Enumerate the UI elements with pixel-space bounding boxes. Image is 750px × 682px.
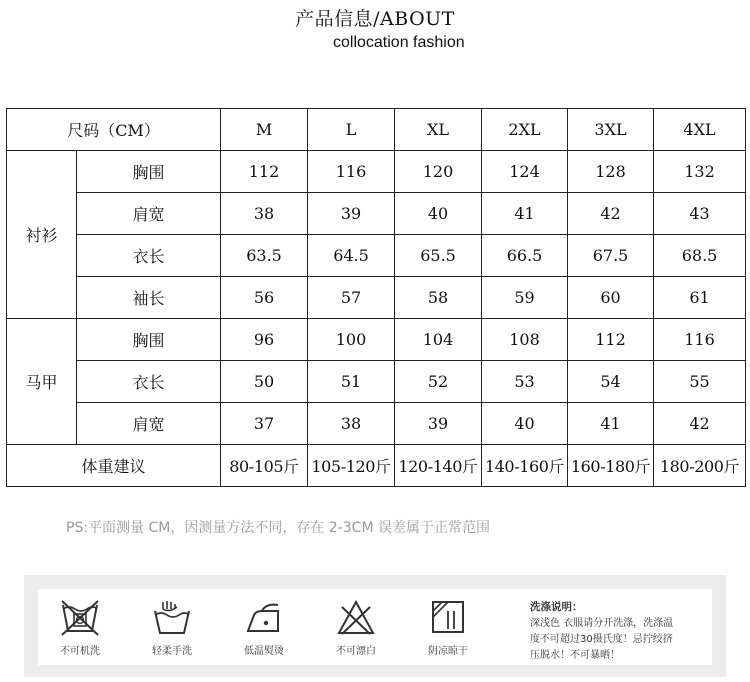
size-header-row xyxy=(7,109,746,151)
gentle-hand-wash-icon xyxy=(136,599,208,637)
care-item xyxy=(320,599,392,657)
care-panel xyxy=(24,575,726,677)
table-cell: 54 xyxy=(568,361,654,403)
table-cell: 40 xyxy=(395,193,482,235)
table-row xyxy=(7,277,746,319)
measure-label: 胸围 xyxy=(77,319,221,361)
table-row xyxy=(7,235,746,277)
table-cell: 108 xyxy=(482,319,568,361)
table-cell: 67.5 xyxy=(568,235,654,277)
weight-value: 120-140斤 xyxy=(395,445,482,487)
table-cell: 132 xyxy=(654,151,746,193)
measure-label: 肩宽 xyxy=(77,193,221,235)
group-label-shirt: 衬衫 xyxy=(7,151,77,319)
care-label: 不可漂白 xyxy=(336,646,376,657)
size-header-label: 尺码（CM） xyxy=(7,109,221,151)
care-item xyxy=(136,599,208,657)
shade-dry-icon xyxy=(412,599,484,637)
table-cell: 104 xyxy=(395,319,482,361)
table-cell: 96 xyxy=(221,319,308,361)
weight-value: 140-160斤 xyxy=(482,445,568,487)
table-row xyxy=(7,319,746,361)
table-cell: 124 xyxy=(482,151,568,193)
table-cell: 41 xyxy=(568,403,654,445)
table-cell: 112 xyxy=(221,151,308,193)
size-label: 3XL xyxy=(568,109,654,151)
measure-label: 衣长 xyxy=(77,235,221,277)
size-label: XL xyxy=(395,109,482,151)
measure-label: 衣长 xyxy=(77,361,221,403)
table-cell: 60 xyxy=(568,277,654,319)
table-cell: 112 xyxy=(568,319,654,361)
table-cell: 64.5 xyxy=(308,235,395,277)
table-row xyxy=(7,151,746,193)
table-cell: 37 xyxy=(221,403,308,445)
table-cell: 59 xyxy=(482,277,568,319)
care-panel-inner xyxy=(38,589,712,665)
table-row xyxy=(7,403,746,445)
care-instructions-line: 度不可超过30摄氏度！忌拧绞挤 xyxy=(530,634,673,645)
care-instructions-line: 深浅色 衣服请分开洗涤，洗涤温 xyxy=(530,618,674,629)
weight-value: 105-120斤 xyxy=(308,445,395,487)
table-cell: 57 xyxy=(308,277,395,319)
care-instructions xyxy=(530,599,708,664)
table-cell: 66.5 xyxy=(482,235,568,277)
table-cell: 100 xyxy=(308,319,395,361)
care-item xyxy=(228,599,300,657)
table-cell: 128 xyxy=(568,151,654,193)
table-cell: 42 xyxy=(568,193,654,235)
table-row xyxy=(7,193,746,235)
low-temp-iron-icon xyxy=(228,599,300,637)
care-item xyxy=(44,599,116,657)
weight-value: 180-200斤 xyxy=(654,445,746,487)
table-cell: 61 xyxy=(654,277,746,319)
table-cell: 116 xyxy=(654,319,746,361)
table-cell: 50 xyxy=(221,361,308,403)
table-cell: 56 xyxy=(221,277,308,319)
table-cell: 55 xyxy=(654,361,746,403)
size-label: 2XL xyxy=(482,109,568,151)
table-cell: 42 xyxy=(654,403,746,445)
care-label: 阴凉晾干 xyxy=(428,646,468,657)
weight-value: 160-180斤 xyxy=(568,445,654,487)
table-cell: 38 xyxy=(221,193,308,235)
measure-label: 肩宽 xyxy=(77,403,221,445)
care-label: 低温熨烫 xyxy=(244,646,284,657)
care-instructions-line: 压脱水！不可暴晒！ xyxy=(530,650,620,661)
care-label: 不可机洗 xyxy=(60,646,100,657)
table-cell: 63.5 xyxy=(221,235,308,277)
size-label: M xyxy=(221,109,308,151)
table-cell: 65.5 xyxy=(395,235,482,277)
table-cell: 40 xyxy=(482,403,568,445)
weight-row xyxy=(7,445,746,487)
table-cell: 58 xyxy=(395,277,482,319)
care-item xyxy=(412,599,484,657)
weight-label: 体重建议 xyxy=(7,445,221,487)
measure-label: 袖长 xyxy=(77,277,221,319)
group-label-vest: 马甲 xyxy=(7,319,77,445)
page-title: 产品信息/ABOUT xyxy=(295,8,455,30)
table-cell: 53 xyxy=(482,361,568,403)
table-cell: 52 xyxy=(395,361,482,403)
care-instructions-title: 洗涤说明： xyxy=(530,601,583,613)
page-subtitle: collocation fashion xyxy=(333,34,465,51)
table-cell: 68.5 xyxy=(654,235,746,277)
table-cell: 38 xyxy=(308,403,395,445)
no-machine-wash-icon xyxy=(44,599,116,637)
weight-value: 80-105斤 xyxy=(221,445,308,487)
care-label: 轻柔手洗 xyxy=(152,646,192,657)
measurement-note: PS:平面测量 CM，因测量方法不同，存在 2-3CM 误差属于正常范围 xyxy=(66,520,490,536)
table-cell: 120 xyxy=(395,151,482,193)
no-bleach-icon xyxy=(320,599,392,637)
size-table xyxy=(6,108,746,487)
size-label: 4XL xyxy=(654,109,746,151)
table-row xyxy=(7,361,746,403)
table-cell: 41 xyxy=(482,193,568,235)
table-cell: 39 xyxy=(395,403,482,445)
table-cell: 39 xyxy=(308,193,395,235)
table-cell: 116 xyxy=(308,151,395,193)
table-cell: 51 xyxy=(308,361,395,403)
measure-label: 胸围 xyxy=(77,151,221,193)
size-label: L xyxy=(308,109,395,151)
table-cell: 43 xyxy=(654,193,746,235)
